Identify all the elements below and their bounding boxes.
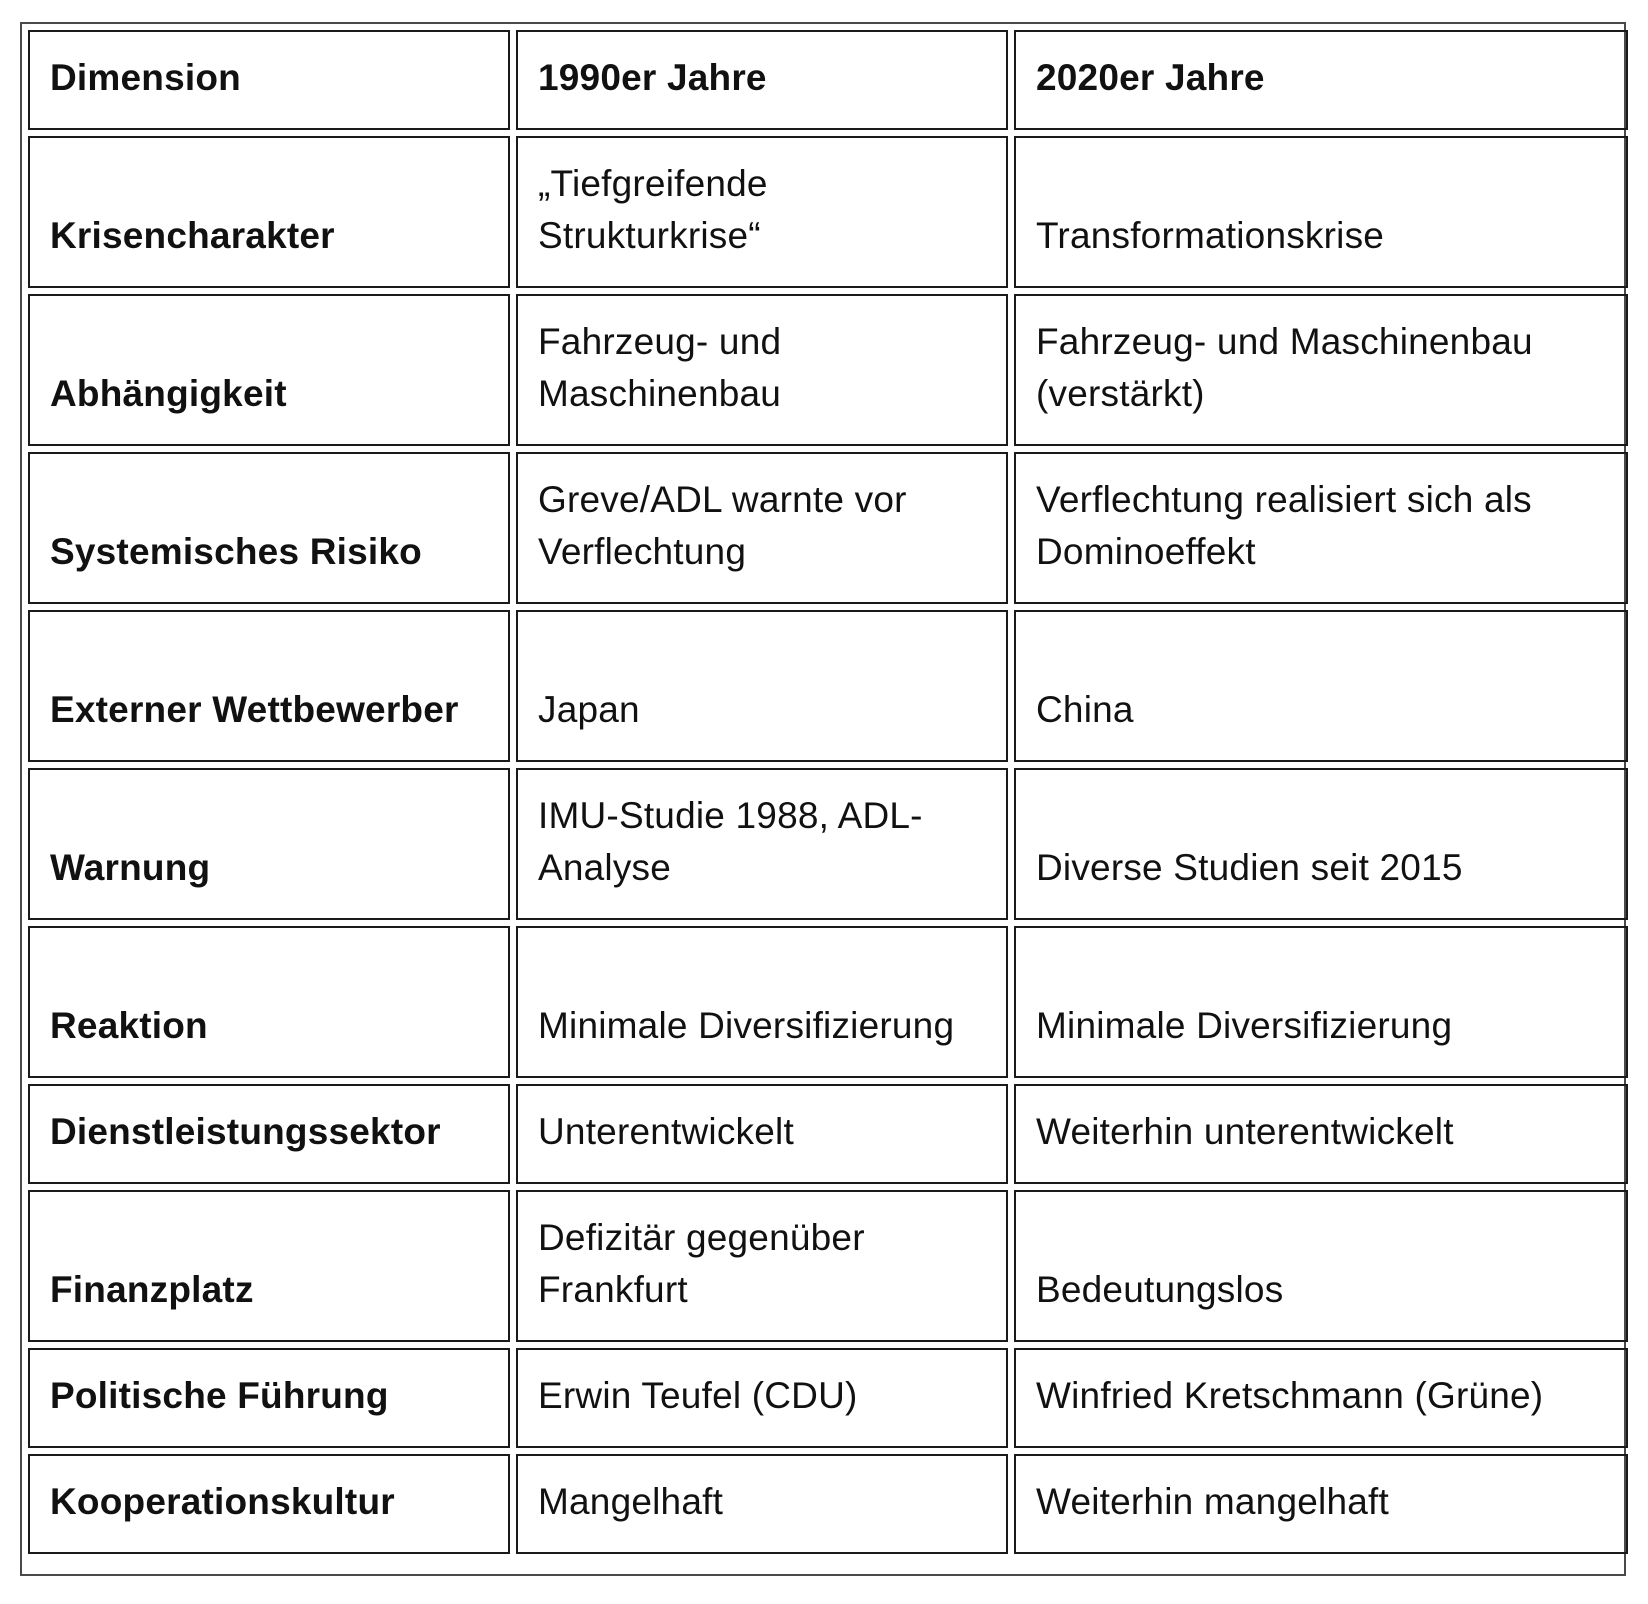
table-row [28, 1454, 1628, 1554]
row-2020s-value: Fahrzeug- und Maschinenbau (verstärkt) [1014, 294, 1628, 446]
comparison-table-frame [20, 22, 1626, 1576]
row-1990s-value: IMU-Studie 1988, ADL-Analyse [516, 768, 1008, 920]
table-row [28, 610, 1628, 762]
row-1990s-value: Greve/ADL warnte vor Verflechtung [516, 452, 1008, 604]
row-2020s-value: Minimale Diversifizierung [1014, 926, 1628, 1078]
row-dimension: Reaktion [28, 926, 510, 1078]
table-row [28, 136, 1628, 288]
row-dimension: Externer Wettbewerber [28, 610, 510, 762]
row-2020s-value: China [1014, 610, 1628, 762]
row-2020s-value: Winfried Kretschmann (Grüne) [1014, 1348, 1628, 1448]
row-2020s-value: Weiterhin mangelhaft [1014, 1454, 1628, 1554]
table-row [28, 294, 1628, 446]
row-1990s-value: Erwin Teufel (CDU) [516, 1348, 1008, 1448]
row-1990s-value: Unterentwickelt [516, 1084, 1008, 1184]
row-1990s-value: Japan [516, 610, 1008, 762]
row-1990s-value: „Tiefgreifende Strukturkrise“ [516, 136, 1008, 288]
row-2020s-value: Verflechtung realisiert sich als Dominoeffekt [1014, 452, 1628, 604]
row-dimension: Politische Führung [28, 1348, 510, 1448]
row-2020s-value: Diverse Studien seit 2015 [1014, 768, 1628, 920]
row-dimension: Systemisches Risiko [28, 452, 510, 604]
row-dimension: Krisencharakter [28, 136, 510, 288]
row-1990s-value: Defizitär gegenüber Frankfurt [516, 1190, 1008, 1342]
row-1990s-value: Minimale Diversifizierung [516, 926, 1008, 1078]
table-header-row [28, 30, 1628, 130]
row-dimension: Finanzplatz [28, 1190, 510, 1342]
row-dimension: Abhängigkeit [28, 294, 510, 446]
table-row [28, 1348, 1628, 1448]
row-dimension: Dienstleistungssektor [28, 1084, 510, 1184]
row-dimension: Warnung [28, 768, 510, 920]
row-1990s-value: Mangelhaft [516, 1454, 1008, 1554]
table-row [28, 1084, 1628, 1184]
header-dimension: Dimension [28, 30, 510, 130]
row-2020s-value: Bedeutungslos [1014, 1190, 1628, 1342]
comparison-table [22, 24, 1634, 1560]
table-row [28, 768, 1628, 920]
table-row [28, 452, 1628, 604]
header-2020s: 2020er Jahre [1014, 30, 1628, 130]
row-2020s-value: Transformationskrise [1014, 136, 1628, 288]
row-dimension: Kooperationskultur [28, 1454, 510, 1554]
table-row [28, 1190, 1628, 1342]
row-1990s-value: Fahrzeug- und Maschinenbau [516, 294, 1008, 446]
table-row [28, 926, 1628, 1078]
header-1990s: 1990er Jahre [516, 30, 1008, 130]
row-2020s-value: Weiterhin unterentwickelt [1014, 1084, 1628, 1184]
